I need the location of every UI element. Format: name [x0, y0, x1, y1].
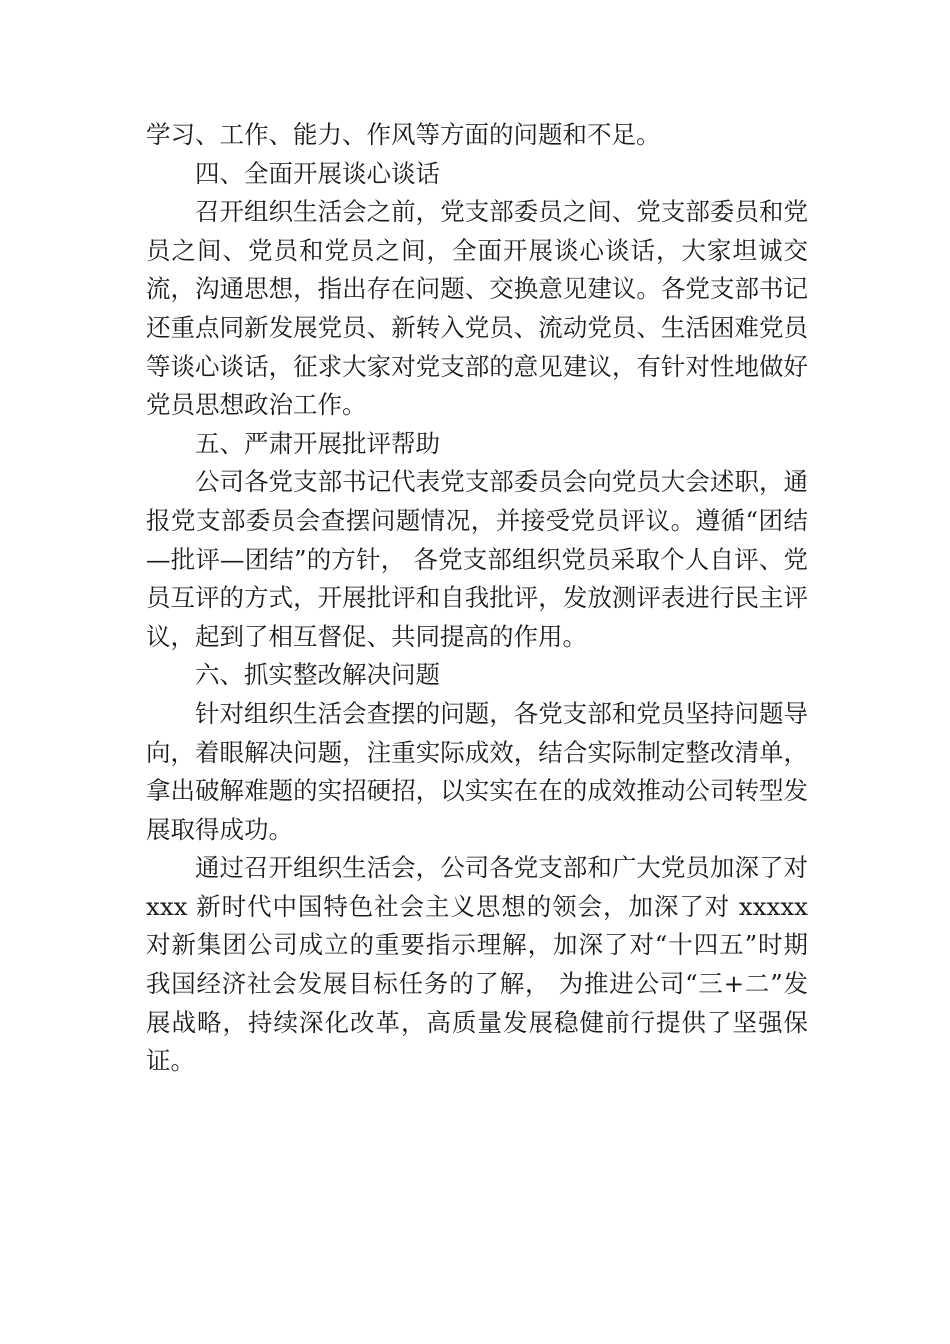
section-heading-6: 六、抓实整改解决问题: [195, 660, 440, 690]
paragraph: 针对组织生活会查摆的问题，各党支部和党员坚持问题导向，着眼解决问题，注重实际成效，结合实际制定整改清单，拿出破解难题的实招硬招，以实实在在的成效推动公司转型发展取得成功。: [146, 698, 808, 844]
section-heading-5: 五、严肃开展批评帮助: [195, 428, 440, 458]
paragraph: 召开组织生活会之前，党支部委员之间、党支部委员和党员之间、党员和党员之间，全面开展谈心谈话，大家坦诚交流，沟通思想，指出存在问题、交换意见建议。各党支部书记还重点同新发展党员、新转入党员、流动党员、生活困难党员等谈心谈话，征求大家对党支部的意见建议，有针对性地做好党员思想政治工作。: [146, 197, 808, 420]
section-heading-4: 四、全面开展谈心谈话: [195, 158, 440, 188]
paragraph-continued: 学习、工作、能力、作风等方面的问题和不足。: [146, 120, 661, 149]
document-body: [146, 116, 808, 1081]
paragraph-conclusion: 通过召开组织生活会，公司各党支部和广大党员加深了对 xxx 新时代中国特色社会主义思想的领会，加深了对 xxxxx 对新集团公司成立的重要指示理解，加深了对“十四五”时期我国经济社会发展目标任务的了解， 为推进公司“三+二”发展战略，持续深化改革，高质量发展稳健前行提供了坚强保证。: [146, 853, 808, 1076]
paragraph: 公司各党支部书记代表党支部委员会向党员大会述职，通报党支部委员会查摆问题情况，并接受党员评议。遵循“团结—批评—团结”的方针， 各党支部组织党员采取个人自评、党员互评的方式，开展批评和自我批评，发放测评表进行民主评议，起到了相互督促、共同提高的作用。: [146, 467, 808, 651]
